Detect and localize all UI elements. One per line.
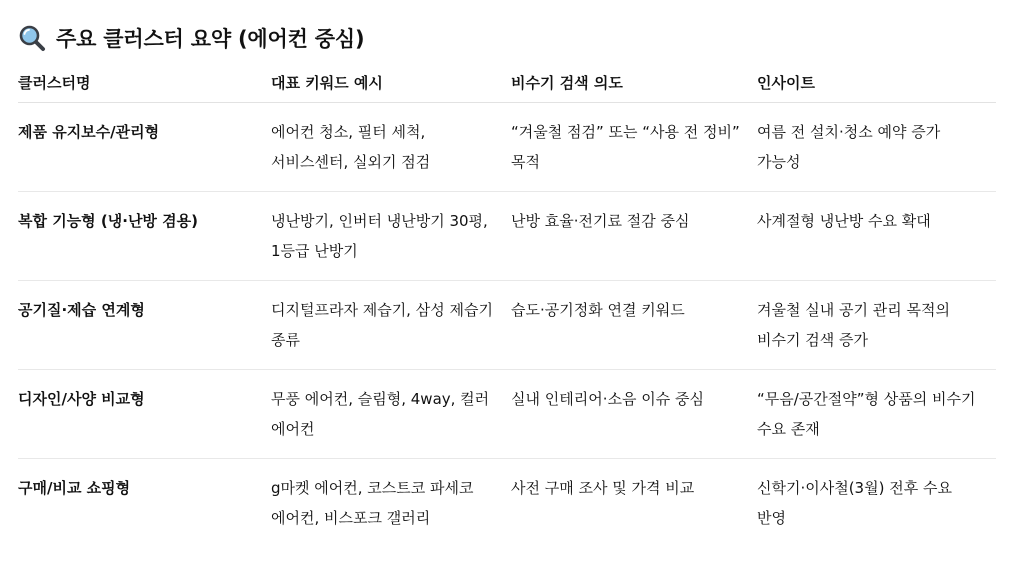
- table-row: [18, 103, 996, 192]
- cell-insight: 사계절형 냉난방 수요 확대: [757, 192, 996, 281]
- cell-cluster-name: 복합 기능형 (냉·난방 겸용): [18, 192, 271, 281]
- cell-intent: 사전 구매 조사 및 가격 비교: [511, 479, 695, 497]
- table-row: [18, 459, 996, 548]
- cell-cluster-name: 제품 유지보수/관리형: [18, 103, 271, 192]
- header-insight: 인사이트: [757, 62, 996, 103]
- table-row: [18, 192, 996, 281]
- cluster-summary-table: [18, 62, 996, 547]
- cell-cluster-name: 구매/비교 쇼핑형: [18, 479, 131, 497]
- cell-intent: 난방 효율·전기료 절감 중심: [511, 192, 757, 281]
- header-cluster-name: 클러스터명: [18, 62, 271, 103]
- cell-keywords: 무풍 에어컨, 슬림형, 4way, 컬러 에어컨: [271, 370, 511, 459]
- header-offseason-intent: 비수기 검색 의도: [511, 62, 757, 103]
- cell-insight: 신학기·이사철(3월) 전후 수요 반영: [757, 479, 952, 527]
- cell-intent: 실내 인테리어·소음 이슈 중심: [511, 370, 757, 459]
- table-row: [18, 370, 996, 459]
- cell-keywords: 디지털프라자 제습기, 삼성 제습기 종류: [271, 281, 511, 370]
- cell-intent: “겨울철 점검” 또는 “사용 전 정비” 목적: [511, 103, 757, 192]
- cell-insight: 여름 전 설치·청소 예약 증가 가능성: [757, 103, 996, 192]
- magnifying-glass-icon: [18, 24, 46, 52]
- page-title: [18, 20, 364, 56]
- cell-keywords: 에어컨 청소, 필터 세척, 서비스센터, 실외기 점검: [271, 103, 511, 192]
- table-header-row: [18, 62, 996, 103]
- page-title-text: 주요 클러스터 요약 (에어컨 중심): [56, 27, 365, 51]
- header-keywords: 대표 키워드 예시: [271, 62, 511, 103]
- table-row: [18, 281, 996, 370]
- cell-insight: “무음/공간절약”형 상품의 비수기 수요 존재: [757, 370, 996, 459]
- cell-insight: 겨울철 실내 공기 관리 목적의 비수기 검색 증가: [757, 281, 996, 370]
- cell-cluster-name: 디자인/사양 비교형: [18, 370, 271, 459]
- cell-keywords: 냉난방기, 인버터 냉난방기 30평, 1등급 난방기: [271, 192, 511, 281]
- cell-cluster-name: 공기질·제습 연계형: [18, 281, 271, 370]
- cell-intent: 습도·공기정화 연결 키워드: [511, 281, 757, 370]
- cell-keywords: g마켓 에어컨, 코스트코 파세코 에어컨, 비스포크 갤러리: [271, 479, 474, 527]
